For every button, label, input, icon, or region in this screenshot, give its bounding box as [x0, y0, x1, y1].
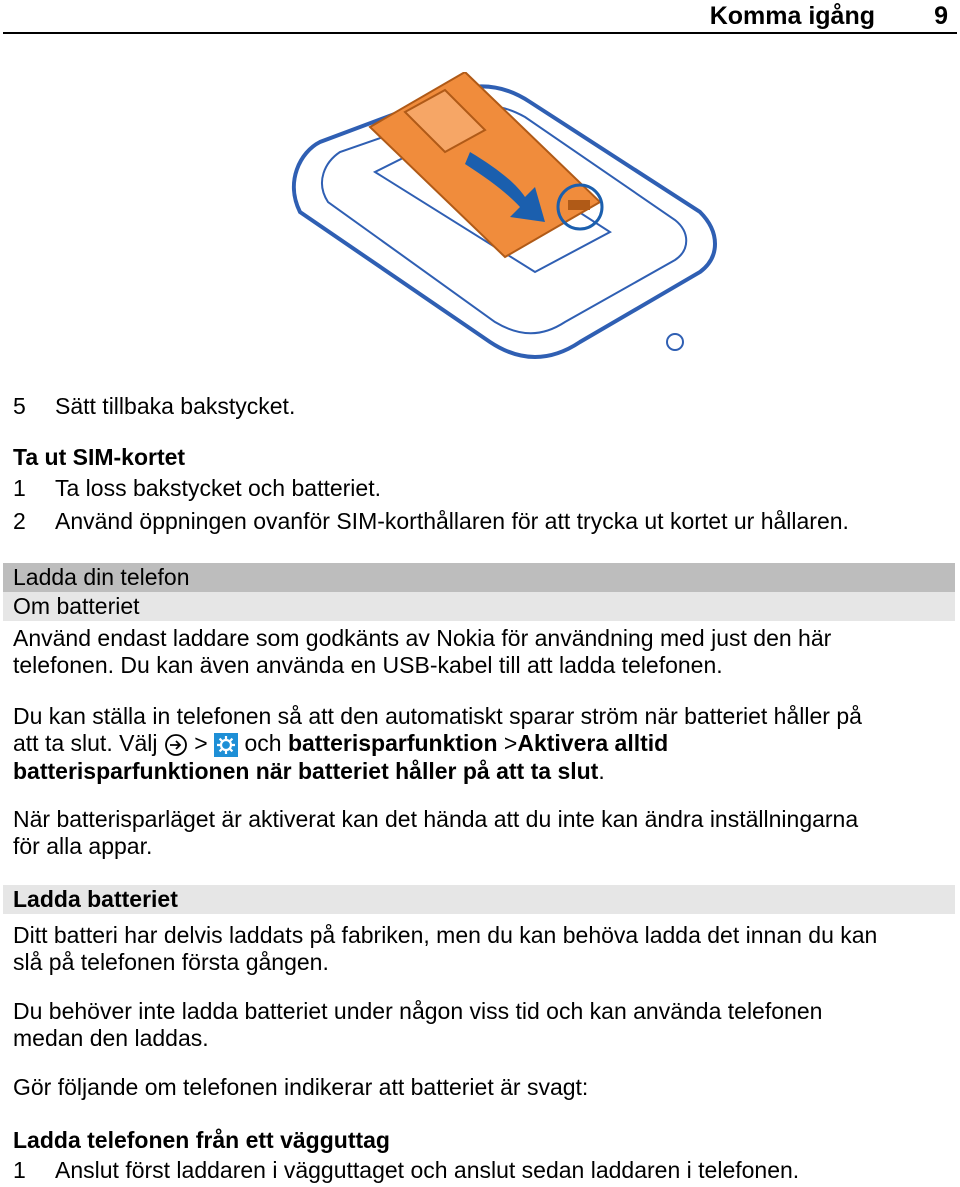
- camera-ring: [667, 334, 683, 350]
- battery-insert-illustration: [280, 72, 720, 372]
- step-text: Sätt tillbaka bakstycket.: [55, 393, 296, 419]
- option-always-activate: Aktivera alltid: [517, 730, 669, 756]
- step-number: 1: [13, 1157, 26, 1183]
- para1-line2: telefonen. Du kan även använda en USB-kabel till att ladda telefonen.: [13, 652, 723, 678]
- step-number: 5: [13, 393, 26, 419]
- step-5: [13, 392, 295, 420]
- option-text-cont: batterisparfunktionen när batteriet håller på att ta slut: [13, 758, 599, 784]
- page-number: 9: [934, 2, 948, 30]
- section-title: Ladda din telefon: [13, 564, 190, 590]
- separator-gt-2: >: [503, 730, 518, 756]
- step-text: Använd öppningen ovanför SIM-korthållaren för att trycka ut kortet ur hållaren.: [55, 508, 849, 534]
- menu-item-battery-saver: batterisparfunktion: [287, 730, 498, 756]
- arrow-right-circle-icon: [164, 733, 188, 757]
- step-number: 2: [13, 508, 26, 534]
- step-number: 1: [13, 475, 26, 501]
- header-section-title: Komma igång: [709, 2, 875, 30]
- subsection-title-2: Ladda batteriet: [13, 886, 178, 912]
- para4-line2: slå på telefonen första gången.: [13, 949, 329, 975]
- subsection-band: [3, 592, 955, 621]
- settings-gear-icon: [214, 733, 238, 757]
- para3-line1: När batterisparläget är aktiverat kan det hända att du inte kan ändra inställningarna: [13, 806, 859, 832]
- step-text: Ta loss bakstycket och batteriet.: [55, 475, 381, 501]
- para3-line2: för alla appar.: [13, 833, 153, 859]
- para4-line1: Ditt batteri har delvis laddats på fabriken, men du kan behöva ladda det innan du kan: [13, 922, 878, 948]
- para2-text-a: att ta slut. Välj: [13, 730, 158, 756]
- para2-line3: [13, 757, 605, 785]
- sim-step-1: [13, 474, 381, 502]
- para2-line2: [13, 729, 668, 757]
- sim-step-2: [13, 507, 849, 535]
- separator-gt: >: [194, 730, 208, 756]
- para2-text-b: och: [244, 730, 282, 756]
- para1-line1: Använd endast laddare som godkänts av Nokia för användning med just den här: [13, 625, 832, 651]
- subheading-wall-charge: Ladda telefonen från ett vägguttag: [13, 1127, 390, 1153]
- para6: Gör följande om telefonen indikerar att batteriet är svagt:: [13, 1074, 589, 1100]
- header-divider: [3, 32, 957, 34]
- sim-heading: Ta ut SIM-kortet: [13, 444, 186, 470]
- period: .: [598, 758, 605, 784]
- charge-step-1: [13, 1156, 799, 1184]
- para5-line2: medan den laddas.: [13, 1025, 209, 1051]
- para5-line1: Du behöver inte ladda batteriet under någon viss tid och kan använda telefonen: [13, 998, 823, 1024]
- step-text: Anslut först laddaren i vägguttaget och anslut sedan laddaren i telefonen.: [55, 1157, 800, 1183]
- para2-line1: Du kan ställa in telefonen så att den automatiskt sparar ström när batteriet håller på: [13, 703, 862, 729]
- subsection-title: Om batteriet: [13, 593, 140, 619]
